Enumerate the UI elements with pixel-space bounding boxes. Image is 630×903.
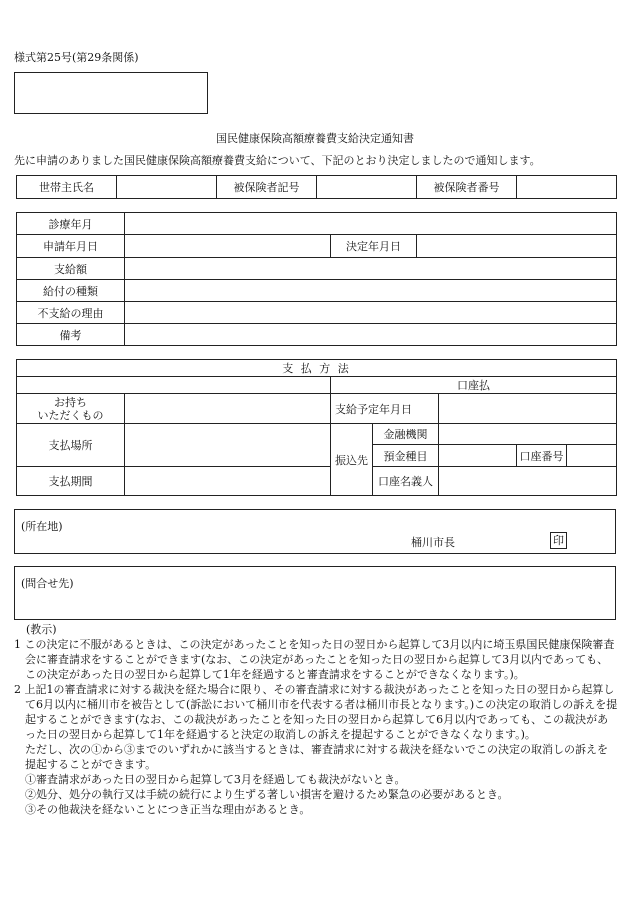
instructions-heading: (教示) xyxy=(26,623,57,636)
official-seal xyxy=(550,532,567,549)
instruction-item-1: 1 この決定に不服があるときは、この決定があったことを知った日の翌日から起算して3月以内に埼玉県国民健康保険審査会に審査請求をすることができます(なお、この決定があったことを知った日の翌日から起算して3月以内であっても、この決定があった日の翌日から起算して1年を経過すると審査請求をすることができなくなります。)。 xyxy=(14,638,615,681)
payment-amount-field[interactable] xyxy=(125,258,617,280)
payment-due-date-field[interactable] xyxy=(439,394,617,424)
payment-method-title: 支 払 方 法 xyxy=(17,360,617,377)
bring-items-label: お持ち いただくもの xyxy=(17,394,125,424)
issuer-box xyxy=(14,509,616,554)
deposit-type-field[interactable] xyxy=(439,445,517,467)
payment-due-date-label: 支給予定年月日 xyxy=(331,394,439,424)
account-number-label: 口座番号 xyxy=(517,445,567,467)
account-holder-field[interactable] xyxy=(439,467,617,496)
financial-institution-label: 金融機関 xyxy=(373,424,439,445)
inquiry-box xyxy=(14,566,616,620)
benefit-type-field[interactable] xyxy=(125,280,617,302)
treatment-month-field[interactable] xyxy=(125,213,617,235)
seal-mark: 印 xyxy=(550,532,567,549)
instruction-case-1: ①審査請求があった日の翌日から起算して3月を経過しても裁決がないとき。 xyxy=(25,773,406,786)
bring-items-field[interactable] xyxy=(125,394,331,424)
instruction-case-2: ②処分、処分の執行又は手続の続行により生ずる著しい損害を避けるため緊急の必要があるとき。 xyxy=(25,788,509,801)
insured-number-label: 被保険者番号 xyxy=(417,176,517,199)
account-holder-label: 口座名義人 xyxy=(373,467,439,496)
instructions-section xyxy=(14,622,618,817)
document-title: 国民健康保険高額療養費支給決定通知書 xyxy=(216,132,414,145)
insured-symbol-field[interactable] xyxy=(317,176,417,199)
decision-date-field[interactable] xyxy=(417,235,617,258)
non-payment-reason-label: 不支給の理由 xyxy=(17,302,125,324)
address-box xyxy=(14,72,208,114)
location-label: (所在地) xyxy=(21,520,63,533)
account-payment-header: 口座払 xyxy=(331,377,617,394)
instruction-case-3: ③その他裁決を経ないことにつき正当な理由があるとき。 xyxy=(25,803,311,816)
instruction-proviso: ただし、次の①から③までのいずれかに該当するときは、審査請求に対する裁決を経ないでこの決定の取消しの訴えを提起することができます。 xyxy=(25,743,608,771)
payment-period-label: 支払期間 xyxy=(17,467,125,496)
cash-payment-header xyxy=(17,377,331,394)
remarks-field[interactable] xyxy=(125,324,617,346)
benefit-type-label: 給付の種類 xyxy=(17,280,125,302)
form-number: 様式第25号(第29条関係) xyxy=(14,51,139,64)
deposit-type-label: 預金種目 xyxy=(373,445,439,467)
mayor-name: 桶川市長 xyxy=(411,536,455,549)
application-date-label: 申請年月日 xyxy=(17,235,125,258)
application-date-field[interactable] xyxy=(125,235,331,258)
payment-amount-label: 支給額 xyxy=(17,258,125,280)
non-payment-reason-field[interactable] xyxy=(125,302,617,324)
payment-period-field[interactable] xyxy=(125,467,331,496)
decision-date-label: 決定年月日 xyxy=(331,235,417,258)
payment-place-field[interactable] xyxy=(125,424,331,467)
inquiry-label: (問合せ先) xyxy=(21,577,74,590)
transfer-to-label: 振込先 xyxy=(331,424,373,496)
remarks-label: 備考 xyxy=(17,324,125,346)
instruction-item-2: 2 上記1の審査請求に対する裁決を経た場合に限り、その審査請求に対する裁決があったことを知った日の翌日から起算して6月以内に桶川市を被告として(訴訟において桶川市を代表する者は桶川市長となります。)この決定の取消しの訴えを提起することができます(なお、この裁決があったことを知った日の翌日から起算して6月以内であっても、この裁決があった日の翌日から起算して1年を経過すると決定の取消しの訴えを提起することができなくなります。)。 xyxy=(14,683,618,741)
insured-info-table xyxy=(16,175,617,199)
insured-symbol-label: 被保険者記号 xyxy=(217,176,317,199)
account-number-field[interactable] xyxy=(567,445,617,467)
householder-name-field[interactable] xyxy=(117,176,217,199)
payment-method-table xyxy=(16,359,617,496)
householder-name-label: 世帯主氏名 xyxy=(17,176,117,199)
financial-institution-field[interactable] xyxy=(439,424,617,445)
treatment-month-label: 診療年月 xyxy=(17,213,125,235)
decision-details-table xyxy=(16,212,617,346)
insured-number-field[interactable] xyxy=(517,176,617,199)
payment-place-label: 支払場所 xyxy=(17,424,125,467)
intro-text: 先に申請のありました国民健康保険高額療養費支給について、下記のとおり決定しましたので通知します。 xyxy=(14,154,541,167)
